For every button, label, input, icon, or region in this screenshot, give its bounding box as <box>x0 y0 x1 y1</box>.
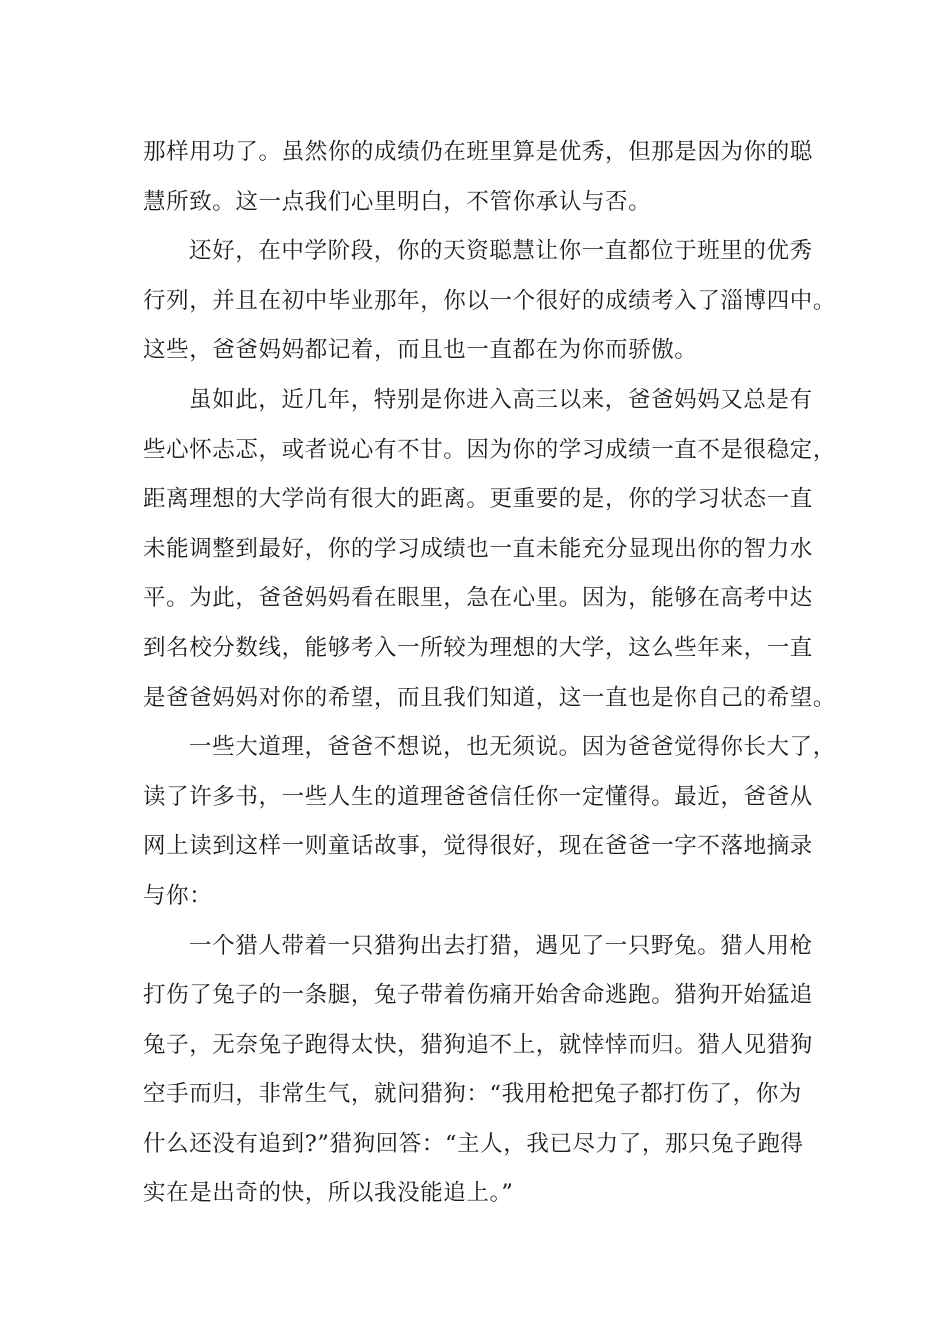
text-line: 行列，并且在初中毕业那年，你以一个很好的成绩考入了淄博四中。 <box>143 287 837 314</box>
text-line: 这些，爸爸妈妈都记着，而且也一直都在为你而骄傲。 <box>143 337 698 364</box>
text-line: 慧所致。这一点我们心里明白，不管你承认与否。 <box>143 188 652 215</box>
text-line: 还好，在中学阶段，你的天资聪慧让你一直都位于班里的优秀 <box>189 238 813 265</box>
text-line: 空手而归，非常生气，就问猎狗：“我用枪把兔子都打伤了，你为 <box>143 1081 802 1108</box>
text-line: 兔子，无奈兔子跑得太快，猎狗追不上，就悻悻而归。猎人见猎狗 <box>143 1031 813 1058</box>
text-line: 一个猎人带着一只猎狗出去打猎，遇见了一只野兔。猎人用枪 <box>189 932 813 959</box>
text-line: 打伤了兔子的一条腿，兔子带着伤痛开始舍命逃跑。猎狗开始猛追 <box>143 982 813 1009</box>
text-line: 距离理想的大学尚有很大的距离。更重要的是，你的学习状态一直 <box>143 486 813 513</box>
text-line: 未能调整到最好，你的学习成绩也一直未能充分显现出你的智力水 <box>143 535 813 562</box>
text-line: 实在是出奇的快，所以我没能追上。” <box>143 1180 514 1207</box>
text-line: 读了许多书，一些人生的道理爸爸信任你一定懂得。最近，爸爸从 <box>143 783 813 810</box>
text-line: 到名校分数线，能够考入一所较为理想的大学，这么些年来，一直 <box>143 634 813 661</box>
text-line: 一些大道理，爸爸不想说，也无须说。因为爸爸觉得你长大了， <box>189 734 836 761</box>
text-line: 什么还没有追到?”猎狗回答：“主人，我已尽力了，那只兔子跑得 <box>143 1130 804 1157</box>
body-text <box>143 128 837 1219</box>
text-line: 网上读到这样一则童话故事，觉得很好，现在爸爸一字不落地摘录 <box>143 833 813 860</box>
text-line: 平。为此，爸爸妈妈看在眼里，急在心里。因为，能够在高考中达 <box>143 585 813 612</box>
text-line: 是爸爸妈妈对你的希望，而且我们知道，这一直也是你自己的希望。 <box>143 684 837 711</box>
text-line: 那样用功了。虽然你的成绩仍在班里算是优秀，但那是因为你的聪 <box>143 139 813 165</box>
text-line: 与你： <box>143 882 213 909</box>
text-line: 虽如此，近几年，特别是你进入高三以来，爸爸妈妈又总是有 <box>189 386 813 413</box>
text-line: 些心怀忐忑，或者说心有不甘。因为你的学习成绩一直不是很稳定， <box>143 436 837 463</box>
